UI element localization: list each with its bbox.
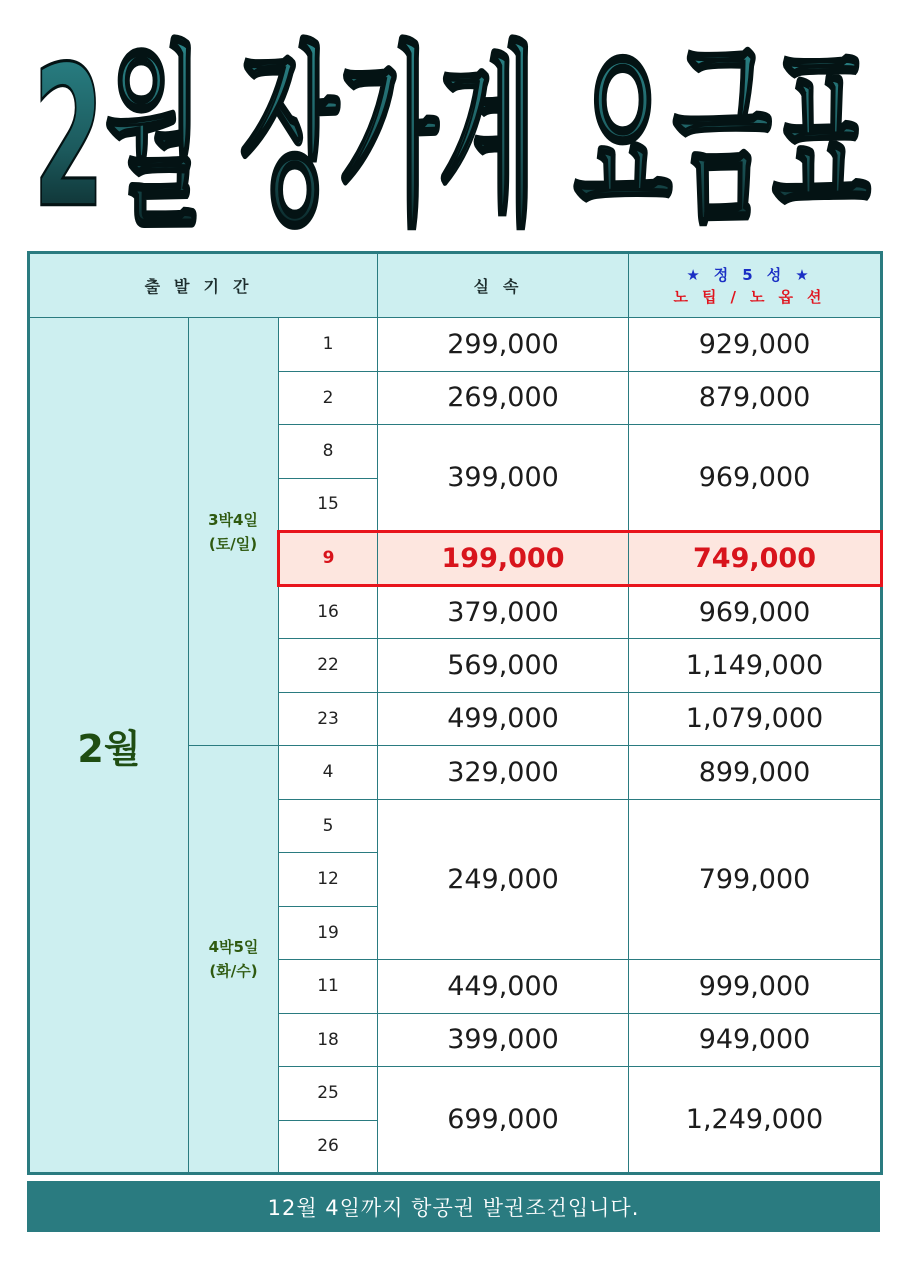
duration-cell: [189, 318, 279, 746]
duration-days: (화/수): [209, 962, 258, 980]
day-cell: 19: [279, 906, 378, 960]
day-cell: 25: [279, 1067, 378, 1121]
duration-label: 4박5일: [208, 938, 259, 956]
basic-price: 329,000: [378, 746, 629, 800]
premium-price: 799,000: [629, 799, 882, 960]
premium-sub-label: 노팁/노옵션: [673, 287, 836, 306]
footer-notice: 12월 4일까지 항공권 발권조건입니다.: [27, 1181, 880, 1232]
premium-price: 1,079,000: [629, 692, 882, 746]
header-basic: 실속: [378, 253, 629, 318]
day-cell: 2: [279, 371, 378, 425]
day-cell: 9: [279, 532, 378, 586]
premium-price: 929,000: [629, 318, 882, 372]
day-cell: 5: [279, 799, 378, 853]
day-cell: 16: [279, 585, 378, 639]
day-cell: 4: [279, 746, 378, 800]
day-cell: 1: [279, 318, 378, 372]
basic-price: 379,000: [378, 585, 629, 639]
day-cell: 26: [279, 1120, 378, 1174]
premium-price: 999,000: [629, 960, 882, 1014]
table-header-row: [29, 253, 882, 318]
basic-price: 499,000: [378, 692, 629, 746]
title-banner: [0, 0, 905, 240]
premium-price: 749,000: [629, 532, 882, 586]
page-title: 2월 장가계 요금표: [33, 24, 872, 240]
day-cell: 11: [279, 960, 378, 1014]
day-cell: 22: [279, 639, 378, 693]
basic-price: 449,000: [378, 960, 629, 1014]
duration-days: (토/일): [208, 534, 258, 553]
day-cell: 12: [279, 853, 378, 907]
month-cell: 2월: [29, 318, 189, 1174]
basic-price: 199,000: [378, 532, 629, 586]
header-period: 출발기간: [29, 253, 378, 318]
basic-price: 299,000: [378, 318, 629, 372]
premium-star-label: ★정5성★: [686, 265, 823, 284]
premium-price: 969,000: [629, 585, 882, 639]
header-premium: [629, 253, 882, 318]
premium-price: 879,000: [629, 371, 882, 425]
premium-price: 1,249,000: [629, 1067, 882, 1174]
duration-cell: [189, 746, 279, 1174]
premium-price: 969,000: [629, 425, 882, 532]
basic-price: 399,000: [378, 1013, 629, 1067]
basic-price: 269,000: [378, 371, 629, 425]
table-row: [29, 318, 882, 372]
basic-price: 399,000: [378, 425, 629, 532]
day-cell: 15: [279, 478, 378, 532]
duration-label: 3박4일: [208, 510, 258, 529]
premium-price: 899,000: [629, 746, 882, 800]
day-cell: 18: [279, 1013, 378, 1067]
basic-price: 249,000: [378, 799, 629, 960]
basic-price: 569,000: [378, 639, 629, 693]
premium-price: 949,000: [629, 1013, 882, 1067]
price-table: [27, 251, 883, 1175]
basic-price: 699,000: [378, 1067, 629, 1174]
premium-price: 1,149,000: [629, 639, 882, 693]
day-cell: 8: [279, 425, 378, 479]
day-cell: 23: [279, 692, 378, 746]
